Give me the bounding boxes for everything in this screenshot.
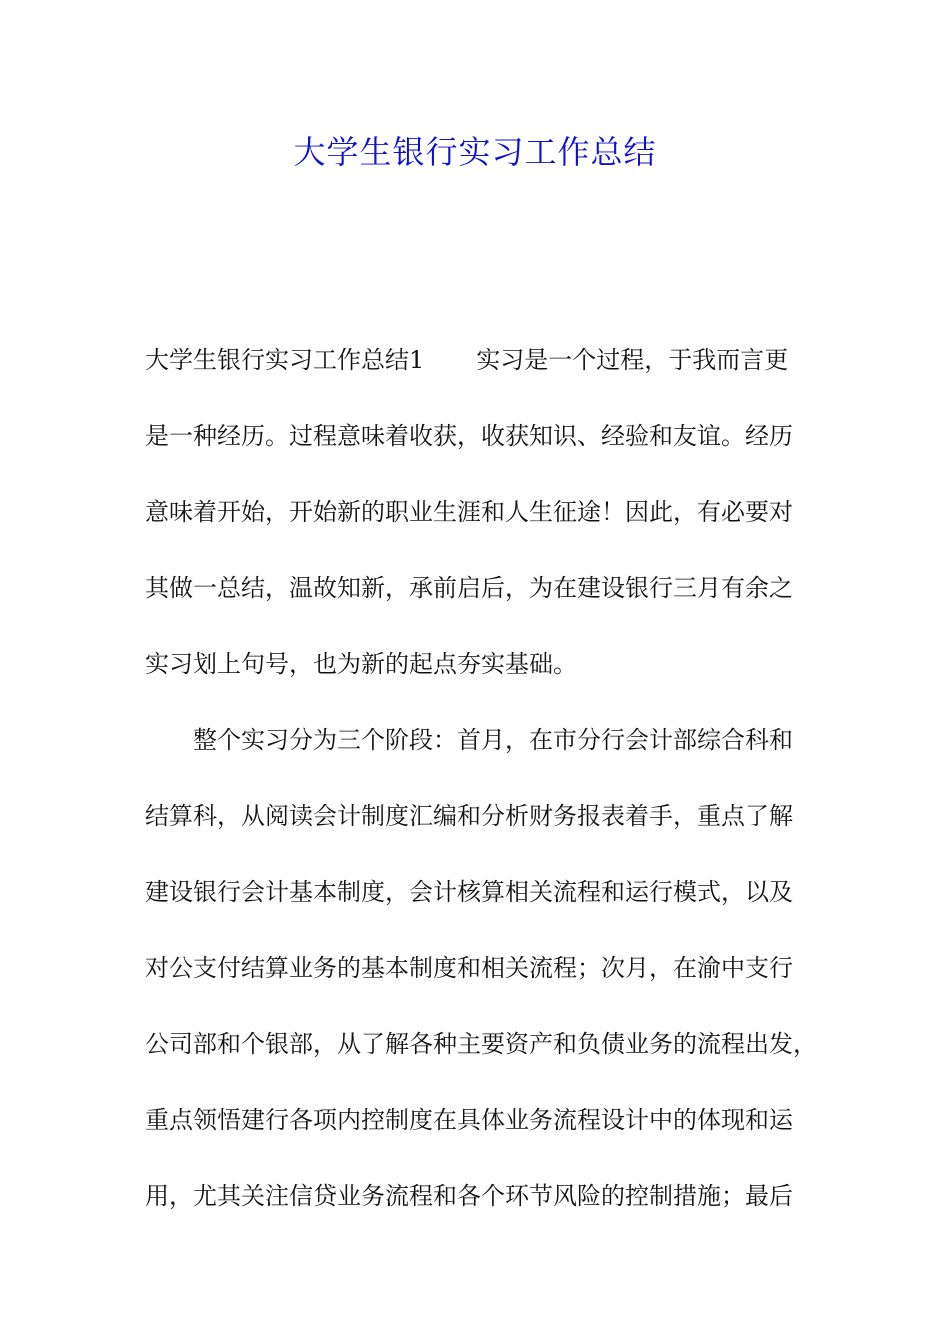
document-title: 大学生银行实习工作总结 (293, 133, 657, 171)
paragraph-line: 是一种经历。过程意味着收获，收获知识、经验和友谊。经历 (145, 422, 793, 450)
paragraph-line: 实习划上句号，也为新的起点夯实基础。 (145, 650, 577, 678)
line-text: 实习是一个过程，于我而言更 (476, 346, 789, 374)
paragraph-line: 其做一总结，温故知新，承前启后，为在建设银行三月有余之 (145, 574, 793, 602)
paragraph-line: 结算科，从阅读会计制度汇编和分析财务报表着手，重点了解 (145, 802, 793, 830)
paragraph-line: 建设银行会计基本制度，会计核算相关流程和运行模式，以及 (145, 878, 793, 906)
paragraph-line: 重点领悟建行各项内控制度在具体业务流程设计中的体现和运 (145, 1106, 793, 1134)
section-heading: 大学生银行实习工作总结1 (145, 346, 425, 374)
line-text: 整个实习分为三个阶段：首月，在市分行会计部综合科和 (193, 726, 793, 754)
paragraph-line: 公司部和个银部，从了解各种主要资产和负债业务的流程出发， (145, 1030, 817, 1058)
paragraph-line: 用，尤其关注信贷业务流程和各个环节风险的控制措施；最后 (145, 1182, 793, 1210)
paragraph-line: 意味着开始，开始新的职业生涯和人生征途！因此，有必要对 (145, 498, 793, 526)
paragraph-line (145, 722, 825, 758)
paragraph-line: 对公支付结算业务的基本制度和相关流程；次月，在渝中支行 (145, 954, 793, 982)
paragraph-line (145, 342, 825, 378)
